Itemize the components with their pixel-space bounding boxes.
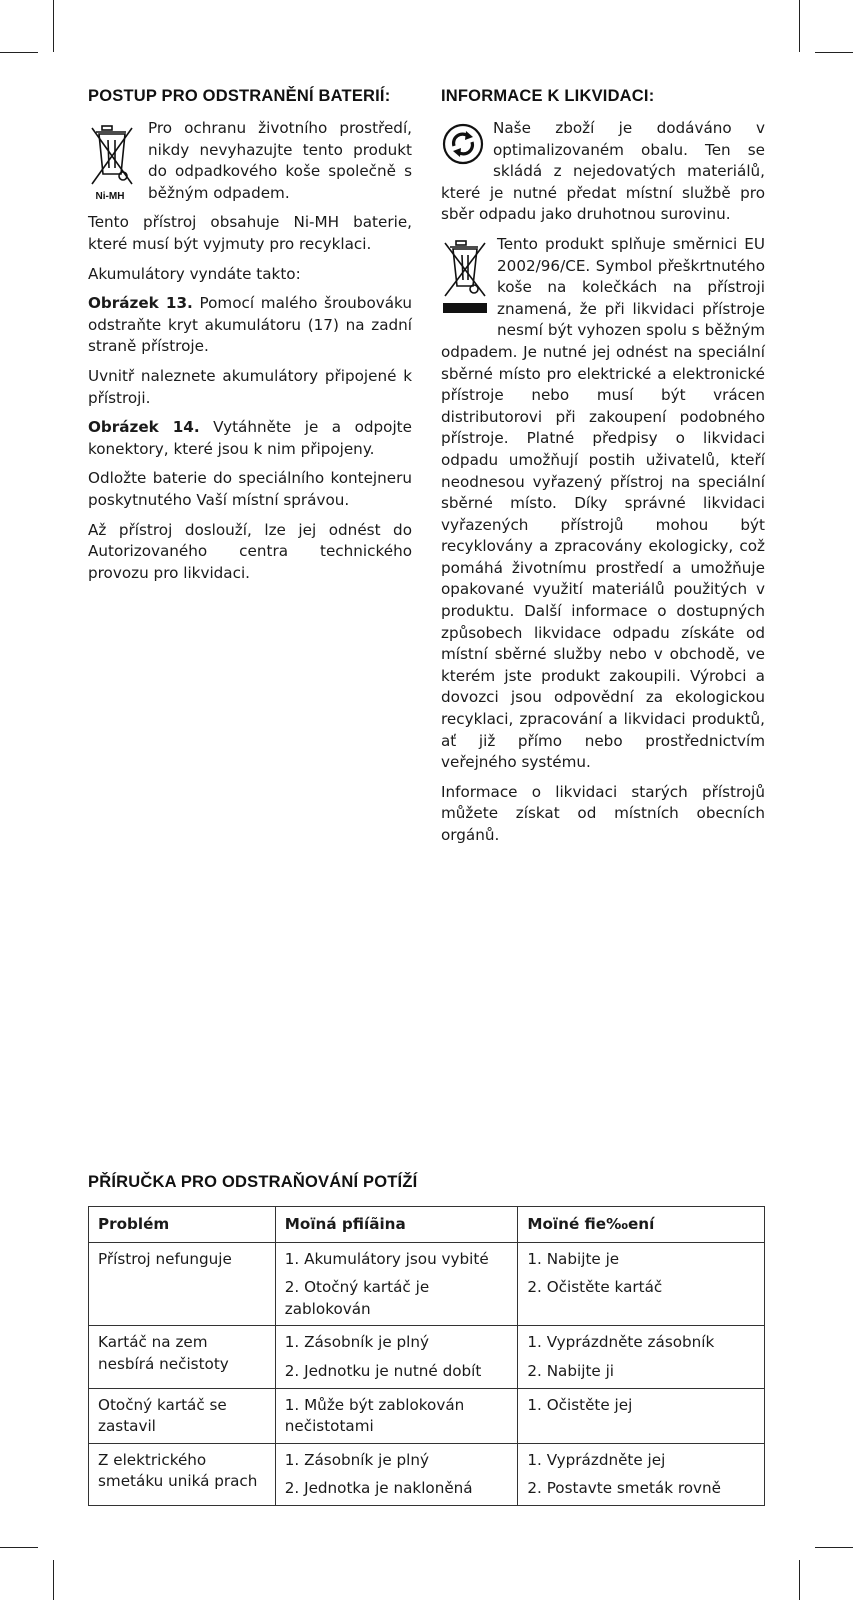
- cause-cell: [275, 1443, 518, 1505]
- battery-paragraph-1: [88, 118, 412, 204]
- problem-cell: Z elektrického smetáku uniká prach: [89, 1443, 276, 1505]
- battery-paragraph-2: Tento přístroj obsahuje Ni-MH baterie, které musí být vyjmuty pro recyklaci.: [88, 213, 412, 253]
- cause-item: 2. Otočný kartáč je zablokován: [284, 1278, 430, 1318]
- battery-paragraph-5: Uvnitř naleznete akumulátory připojené k přístroji.: [88, 366, 412, 407]
- battery-removal-section: [88, 86, 412, 592]
- solution-cell: [518, 1443, 765, 1505]
- problem-cell: Otočný kartáč se zastavil: [89, 1388, 276, 1443]
- table-row: [89, 1388, 765, 1443]
- disposal-paragraph-1: [441, 118, 765, 226]
- battery-paragraph-7: Odložte baterie do speciálního kontejneru poskytnutého Vaší místní správou.: [88, 469, 412, 509]
- battery-paragraph-3: Akumulátory vyndáte takto:: [88, 264, 301, 283]
- table-row: [89, 1443, 765, 1505]
- battery-paragraph-8: Až přístroj doslouží, lze jej odnést do Autorizovaného centra technického provozu pro likvidaci.: [88, 520, 412, 582]
- solution-item: 1. Vyprázdněte jej: [527, 1450, 666, 1469]
- solution-item: 1. Očistěte jej: [527, 1395, 633, 1414]
- troubleshooting-title: PŘÍRUČKA PRO ODSTRAŇOVÁNÍ POTÍŽÍ: [88, 1173, 418, 1191]
- crop-mark: [815, 1547, 853, 1548]
- table-row: [89, 1326, 765, 1388]
- cause-item: 1. Zásobník je plný: [284, 1450, 429, 1469]
- battery-paragraph-4: [88, 293, 412, 358]
- table-header-row: [89, 1207, 765, 1243]
- cause-cell: [275, 1388, 518, 1443]
- battery-paragraph-6: [88, 417, 412, 460]
- solution-cell: [518, 1242, 765, 1326]
- crop-mark: [53, 1560, 54, 1600]
- troubleshooting-table: [88, 1206, 765, 1506]
- disposal-section: [441, 86, 765, 855]
- table-row: [89, 1242, 765, 1326]
- cause-cell: [275, 1326, 518, 1388]
- disposal-paragraph-3: Informace o likvidaci starých přístrojů můžete získat od místních obecních orgánů.: [441, 782, 765, 844]
- figure-14-text: Vytáhněte je a odpojte konektory, které jsou k nim připojeny.: [88, 418, 412, 458]
- problem-cell: Přístroj nefunguje: [89, 1242, 276, 1326]
- cause-item: 1. Akumulátory jsou vybité: [284, 1249, 489, 1268]
- solution-item: 2. Očistěte kartáč: [527, 1278, 663, 1297]
- crossed-bin-nimh-icon: [88, 122, 140, 209]
- disposal-paragraph-2: [441, 234, 765, 774]
- disposal-paragraph-1-text: Naše zboží je dodáváno v optimalizovaném obalu. Ten se skládá z nejedovatých materiálů, které je nutné předat místní službě pro sběr odpadu jako druhotnou surovinu.: [441, 119, 765, 224]
- recycling-icon: [441, 122, 485, 173]
- disposal-paragraph-2-text: Tento produkt splňuje směrnici EU 2002/96/CE. Symbol přeškrtnutého koše na kolečkách na přístroji znamená, že při likvidaci přístroje nesmí být vyhozen spolu s běžným odpadem. Je nutné jej odnést na speciální sběrné místo pro elektrické a elektronické přístroje nebo musí být vrácen distributorovi při zakoupení podobného přístroje. Platné předpisy o likvidaci odpadu umožňují postih uživatelů, kteří neodnesou vyřazený přístroj na speciální sběrné místo. Díky správné likvidaci vyřazených přístrojů mohou být recyklovány a zpracovány ekologicky, což pomáhá životnímu prostředí a umožňuje opakované využití materiálů použitých v produktu. Další informace o dostupných způsobech likvidace odpadu získáte od místní sběrné služby nebo v obchodě, ve kterém jste produkt zakoupili. Výrobci a dovozci jsou odpovědní za ekologickou recyklaci, zpracování a likvidaci produktů, ať již přímo nebo prostřednictvím veřejného systému.: [441, 234, 765, 772]
- crop-mark: [815, 52, 853, 53]
- solution-item: 1. Nabijte je: [527, 1249, 620, 1268]
- header-cause: Moïná pfiíãina: [275, 1207, 518, 1243]
- crossed-bin-weee-icon: [441, 238, 489, 323]
- figure-14-label: Obrázek 14.: [88, 418, 200, 437]
- nimh-label: Ni-MH: [95, 191, 125, 202]
- solution-item: 2. Postavte smeták rovně: [527, 1479, 721, 1498]
- cause-item: 2. Jednotku je nutné dobít: [284, 1361, 482, 1380]
- header-solution: Moïné fie‰ení: [518, 1207, 765, 1243]
- figure-13-text: Pomocí malého šroubováku odstraňte kryt akumulátoru (17) na zadní straně přístroje.: [88, 294, 412, 356]
- crop-mark: [0, 52, 38, 53]
- crop-mark: [799, 0, 800, 52]
- disposal-heading: INFORMACE K LIKVIDACI:: [441, 87, 655, 105]
- solution-cell: [518, 1388, 765, 1443]
- problem-cell: Kartáč na zem nesbírá nečistoty: [89, 1326, 276, 1388]
- cause-item: 1. Zásobník je plný: [284, 1333, 429, 1352]
- battery-removal-heading: POSTUP PRO ODSTRANĚNÍ BATERIÍ:: [88, 87, 391, 105]
- crop-mark: [53, 0, 54, 52]
- crop-mark: [0, 1547, 38, 1548]
- header-problem: Problém: [89, 1207, 276, 1243]
- solution-item: 1. Vyprázdněte zásobník: [527, 1333, 715, 1352]
- cause-item: 1. Může být zablokován nečistotami: [284, 1395, 465, 1436]
- cause-item: 2. Jednotka je nakloněná: [284, 1479, 473, 1498]
- battery-paragraph-1-text: Pro ochranu životního prostředí, nikdy nevyhazujte tento produkt do odpadkového koše společně s běžným odpadem.: [148, 119, 412, 202]
- cause-cell: [275, 1242, 518, 1326]
- crop-mark: [799, 1560, 800, 1600]
- solution-cell: [518, 1326, 765, 1388]
- solution-item: 2. Nabijte ji: [527, 1361, 615, 1380]
- figure-13-label: Obrázek 13.: [88, 294, 193, 313]
